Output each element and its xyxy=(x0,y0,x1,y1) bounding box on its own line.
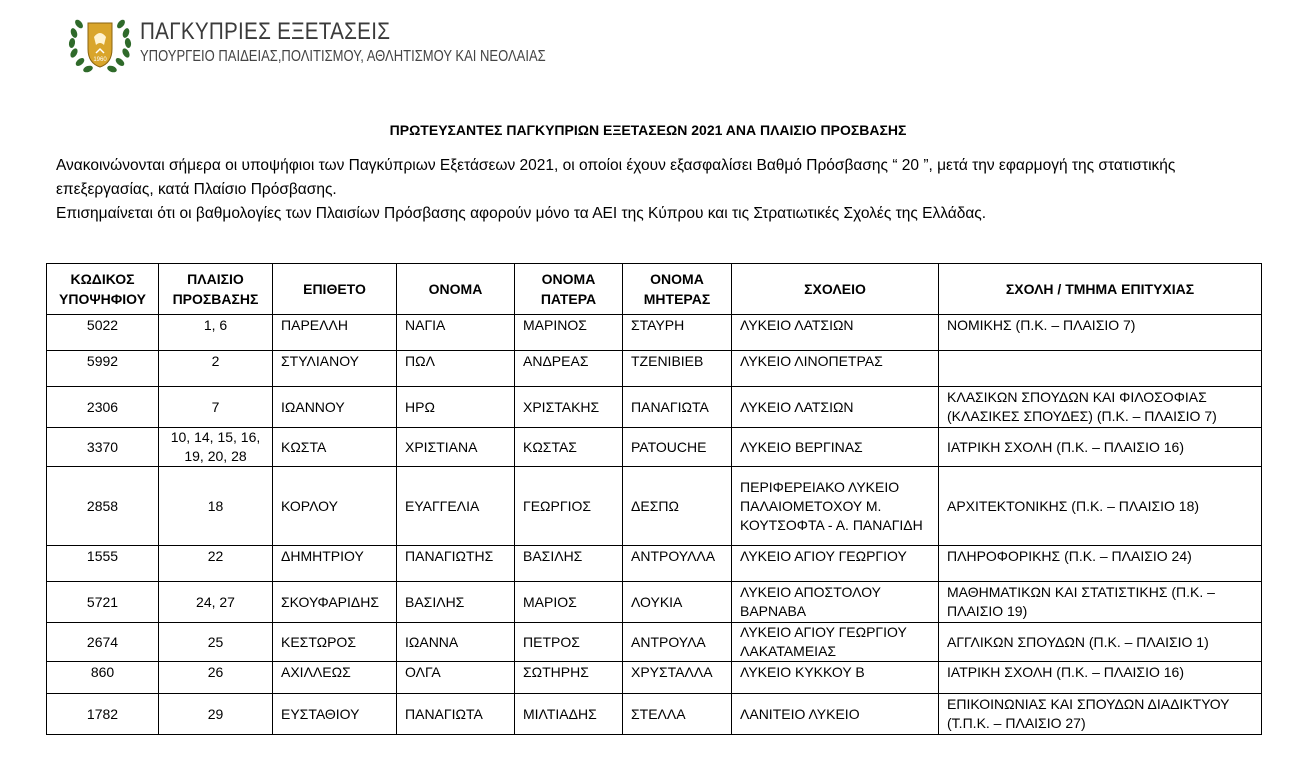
cell-surname: ΙΩΑΝΝΟΥ xyxy=(273,387,397,428)
cell-code: 5022 xyxy=(47,315,159,351)
cell-surname: ΚΩΣΤΑ xyxy=(273,428,397,467)
cell-mother: ΠΑΝΑΓΙΩΤΑ xyxy=(623,387,732,428)
cell-mother: ΣΤΑΥΡΗ xyxy=(623,315,732,351)
cell-surname: ΚΕΣΤΩΡΟΣ xyxy=(273,623,397,662)
cell-father: ΚΩΣΤΑΣ xyxy=(515,428,623,467)
cell-school: ΛΥΚΕΙΟ ΒΕΡΓΙΝΑΣ xyxy=(732,428,939,467)
cell-faculty: ΚΛΑΣΙΚΩΝ ΣΠΟΥΔΩΝ ΚΑΙ ΦΙΛΟΣΟΦΙΑΣ (ΚΛΑΣΙΚΕΣ ΣΠΟΥΔΕΣ) (Π.Κ. – ΠΛΑΙΣΙΟ 7) xyxy=(939,387,1262,428)
header-faculty: ΣΧΟΛΗ / ΤΜΗΜΑ ΕΠΙΤΥΧΙΑΣ xyxy=(939,264,1262,315)
cell-code: 2674 xyxy=(47,623,159,662)
cyprus-emblem-logo xyxy=(66,9,134,77)
cell-mother: PATOUCHE xyxy=(623,428,732,467)
cell-frame: 18 xyxy=(159,467,273,546)
table-row xyxy=(47,351,1262,387)
cell-father: ΠΕΤΡΟΣ xyxy=(515,623,623,662)
cell-surname: ΕΥΣΤΑΘΙΟΥ xyxy=(273,694,397,735)
cell-father: ΓΕΩΡΓΙΟΣ xyxy=(515,467,623,546)
cell-school: ΛΥΚΕΙΟ ΑΓΙΟΥ ΓΕΩΡΓΙΟΥ ΛΑΚΑΤΑΜΕΙΑΣ xyxy=(732,623,939,662)
cell-frame: 1, 6 xyxy=(159,315,273,351)
svg-text:1960: 1960 xyxy=(93,57,107,63)
cell-faculty: ΙΑΤΡΙΚΗ ΣΧΟΛΗ (Π.Κ. – ΠΛΑΙΣΙΟ 16) xyxy=(939,662,1262,694)
cell-school: ΛΑΝΙΤΕΙΟ ΛΥΚΕΙΟ xyxy=(732,694,939,735)
table-row xyxy=(47,582,1262,623)
table-row xyxy=(47,467,1262,546)
cell-name: ΗΡΩ xyxy=(397,387,515,428)
header-frame: ΠΛΑΙΣΙΟ ΠΡΟΣΒΑΣΗΣ xyxy=(159,264,273,315)
header-code: ΚΩΔΙΚΟΣ ΥΠΟΨΗΦΙΟΥ xyxy=(47,264,159,315)
cell-name: ΙΩΑΝΝΑ xyxy=(397,623,515,662)
results-table xyxy=(46,263,1262,735)
cell-school: ΛΥΚΕΙΟ ΛΑΤΣΙΩΝ xyxy=(732,387,939,428)
cell-faculty xyxy=(939,351,1262,387)
cell-surname: ΑΧΙΛΛΕΩΣ xyxy=(273,662,397,694)
cell-mother: ΑΝΤΡΟΥΛΑ xyxy=(623,623,732,662)
header-school: ΣΧΟΛΕΙΟ xyxy=(732,264,939,315)
cell-faculty: ΜΑΘΗΜΑΤΙΚΩΝ ΚΑΙ ΣΤΑΤΙΣΤΙΚΗΣ (Π.Κ. – ΠΛΑΙΣΙΟ 19) xyxy=(939,582,1262,623)
cell-mother: ΔΕΣΠΩ xyxy=(623,467,732,546)
cell-name: ΠΑΝΑΓΙΩΤΑ xyxy=(397,694,515,735)
cell-school: ΛΥΚΕΙΟ ΑΠΟΣΤΟΛΟΥ ΒΑΡΝΑΒΑ xyxy=(732,582,939,623)
cell-frame: 26 xyxy=(159,662,273,694)
cell-code: 5992 xyxy=(47,351,159,387)
cell-faculty: ΑΓΓΛΙΚΩΝ ΣΠΟΥΔΩΝ (Π.Κ. – ΠΛΑΙΣΙΟ 1) xyxy=(939,623,1262,662)
table-row xyxy=(47,546,1262,582)
cell-frame: 2 xyxy=(159,351,273,387)
cell-name: ΟΛΓΑ xyxy=(397,662,515,694)
cell-mother: ΤΖΕΝΙΒΙΕΒ xyxy=(623,351,732,387)
cell-frame: 7 xyxy=(159,387,273,428)
document-title: ΠΡΩΤΕΥΣΑΝΤΕΣ ΠΑΓΚΥΠΡΙΩΝ ΕΞΕΤΑΣΕΩΝ 2021 ΑΝΑ ΠΛΑΙΣΙΟ ΠΡΟΣΒΑΣΗΣ xyxy=(389,122,907,138)
cell-surname: ΣΚΟΥΦΑΡΙΔΗΣ xyxy=(273,582,397,623)
table-row xyxy=(47,428,1262,467)
cell-name: ΝΑΓΙΑ xyxy=(397,315,515,351)
org-title: ΠΑΓΚΥΠΡΙΕΣ ΕΞΕΤΑΣΕΙΣ xyxy=(140,18,391,45)
table-row xyxy=(47,623,1262,662)
cell-frame: 25 xyxy=(159,623,273,662)
cell-father: ΜΑΡΙΟΣ xyxy=(515,582,623,623)
cell-mother: ΧΡΥΣΤΑΛΛΑ xyxy=(623,662,732,694)
cell-father: ΒΑΣΙΛΗΣ xyxy=(515,546,623,582)
cell-frame: 29 xyxy=(159,694,273,735)
cell-faculty: ΝΟΜΙΚΗΣ (Π.Κ. – ΠΛΑΙΣΙΟ 7) xyxy=(939,315,1262,351)
cell-surname: ΔΗΜΗΤΡΙΟΥ xyxy=(273,546,397,582)
cell-frame: 22 xyxy=(159,546,273,582)
cell-code: 5721 xyxy=(47,582,159,623)
table-row xyxy=(47,387,1262,428)
intro-text xyxy=(56,154,1266,226)
intro-paragraph-1: Ανακοινώνονται σήμερα οι υποψήφιοι των Παγκύπριων Εξετάσεων 2021, οι οποίοι έχουν εξασφαλίσει Βαθμό Πρόσβασης “ 20 ”, μετά την εφαρμογή της στατιστικής επεξεργασίας, κατά Πλαίσιο Πρόσβασης. xyxy=(56,157,1176,198)
intro-paragraph-2: Επισημαίνεται ότι οι βαθμολογίες των Πλαισίων Πρόσβασης αφορούν μόνο τα ΑΕΙ της Κύπρου και τις Στρατιωτικές Σχολές της Ελλάδας. xyxy=(56,205,987,222)
cell-faculty: ΑΡΧΙΤΕΚΤΟΝΙΚΗΣ (Π.Κ. – ΠΛΑΙΣΙΟ 18) xyxy=(939,467,1262,546)
table-row xyxy=(47,315,1262,351)
cell-faculty: ΠΛΗΡΟΦΟΡΙΚΗΣ (Π.Κ. – ΠΛΑΙΣΙΟ 24) xyxy=(939,546,1262,582)
cell-surname: ΚΟΡΛΟΥ xyxy=(273,467,397,546)
table-row xyxy=(47,662,1262,694)
cell-school: ΛΥΚΕΙΟ ΚΥΚΚΟΥ Β xyxy=(732,662,939,694)
table-header-row xyxy=(47,264,1262,315)
cell-father: ΜΑΡΙΝΟΣ xyxy=(515,315,623,351)
cell-surname: ΠΑΡΕΛΛΗ xyxy=(273,315,397,351)
cell-name: ΕΥΑΓΓΕΛΙΑ xyxy=(397,467,515,546)
cell-school: ΛΥΚΕΙΟ ΑΓΙΟΥ ΓΕΩΡΓΙΟΥ xyxy=(732,546,939,582)
cell-code: 2858 xyxy=(47,467,159,546)
cell-mother: ΛΟΥΚΙΑ xyxy=(623,582,732,623)
cell-surname: ΣΤΥΛΙΑΝΟΥ xyxy=(273,351,397,387)
cell-father: ΧΡΙΣΤΑΚΗΣ xyxy=(515,387,623,428)
cell-frame: 24, 27 xyxy=(159,582,273,623)
cell-code: 1555 xyxy=(47,546,159,582)
cell-school: ΠΕΡΙΦΕΡΕΙΑΚΟ ΛΥΚΕΙΟ ΠΑΛΑΙΟΜΕΤΟΧΟΥ Μ. ΚΟΥΤΣΟΦΤΑ - Α. ΠΑΝΑΓΙΔΗ xyxy=(732,467,939,546)
cell-code: 2306 xyxy=(47,387,159,428)
cell-frame: 10, 14, 15, 16, 19, 20, 28 xyxy=(159,428,273,467)
cell-code: 1782 xyxy=(47,694,159,735)
cell-school: ΛΥΚΕΙΟ ΛΑΤΣΙΩΝ xyxy=(732,315,939,351)
cell-code: 860 xyxy=(47,662,159,694)
org-subtitle: ΥΠΟΥΡΓΕΙΟ ΠΑΙΔΕΙΑΣ,ΠΟΛΙΤΙΣΜΟΥ, ΑΘΛΗΤΙΣΜΟΥ ΚΑΙ ΝΕΟΛΑΙΑΣ xyxy=(140,48,546,65)
cell-name: ΒΑΣΙΛΗΣ xyxy=(397,582,515,623)
header-name: ΟΝΟΜΑ xyxy=(397,264,515,315)
cell-father: ΑΝΔΡΕΑΣ xyxy=(515,351,623,387)
cell-name: ΠΑΝΑΓΙΩΤΗΣ xyxy=(397,546,515,582)
cell-code: 3370 xyxy=(47,428,159,467)
cell-faculty: ΙΑΤΡΙΚΗ ΣΧΟΛΗ (Π.Κ. – ΠΛΑΙΣΙΟ 16) xyxy=(939,428,1262,467)
cell-faculty: ΕΠΙΚΟΙΝΩΝΙΑΣ ΚΑΙ ΣΠΟΥΔΩΝ ΔΙΑΔΙΚΤΥΟΥ (Τ.Π.Κ. – ΠΛΑΙΣΙΟ 27) xyxy=(939,694,1262,735)
cell-father: ΜΙΛΤΙΑΔΗΣ xyxy=(515,694,623,735)
page-header xyxy=(66,8,623,78)
header-surname: ΕΠΙΘΕΤΟ xyxy=(273,264,397,315)
cell-mother: ΑΝΤΡΟΥΛΛΑ xyxy=(623,546,732,582)
header-father: ΟΝΟΜΑ ΠΑΤΕΡΑ xyxy=(515,264,623,315)
cell-father: ΣΩΤΗΡΗΣ xyxy=(515,662,623,694)
cell-mother: ΣΤΕΛΛΑ xyxy=(623,694,732,735)
table-row xyxy=(47,694,1262,735)
cell-name: ΠΩΛ xyxy=(397,351,515,387)
header-mother: ΟΝΟΜΑ ΜΗΤΕΡΑΣ xyxy=(623,264,732,315)
cell-school: ΛΥΚΕΙΟ ΛΙΝΟΠΕΤΡΑΣ xyxy=(732,351,939,387)
cell-name: ΧΡΙΣΤΙΑΝΑ xyxy=(397,428,515,467)
